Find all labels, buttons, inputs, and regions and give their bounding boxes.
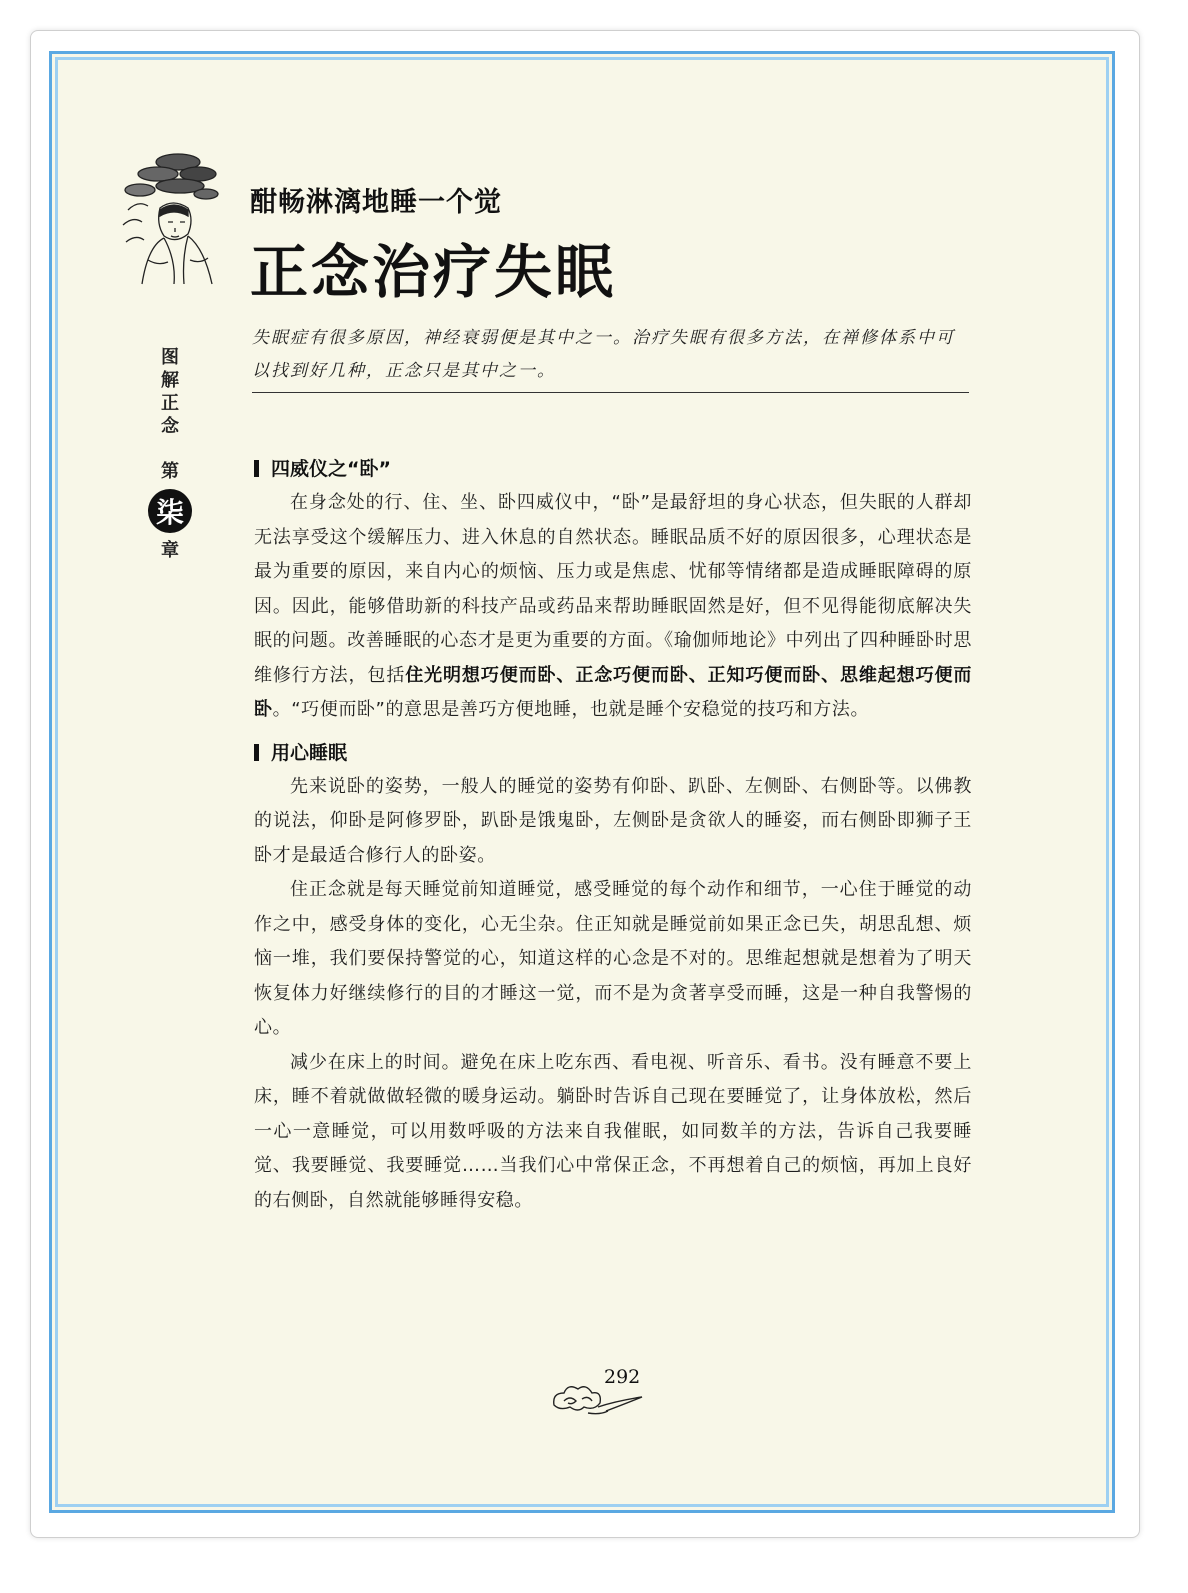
section-heading-text: 四威仪之“卧” [271, 458, 391, 480]
bold-text: 住光明想巧便而卧、正念巧便而卧、正知巧便而卧、思维起想巧便而卧 [254, 664, 972, 720]
article-body [254, 452, 972, 1218]
intro-divider [252, 392, 969, 393]
page-number: 292 [604, 1366, 641, 1388]
side-label-char: 解 [161, 370, 179, 391]
side-label-char: 念 [161, 416, 179, 437]
section-heading-text: 用心睡眠 [271, 741, 348, 764]
side-label-zhang: 章 [161, 540, 179, 561]
chapter-number-badge: 柒 [148, 489, 192, 533]
paragraph [254, 486, 972, 728]
section-heading [254, 452, 972, 486]
side-label-char: 正 [161, 393, 179, 414]
intro-summary: 失眠症有很多原因，神经衰弱便是其中之一。治疗失眠有很多方法，在禅修体系中可以找到好几种，正念只是其中之一。 [252, 328, 955, 381]
paragraph: 减少在床上的时间。避免在床上吃东西、看电视、听音乐、看书。没有睡意不要上床，睡不着就做做轻微的暖身运动。躺卧时告诉自己现在要睡觉了，让身体放松，然后一心一意睡觉，可以用数呼吸的方法来自我催眠，如同数羊的方法，告诉自己我要睡觉、我要睡觉、我要睡觉……当我们心中常保正念，不再想着自己的烦恼，再加上良好的右侧卧，自然就能够睡得安稳。 [254, 1051, 972, 1211]
side-chapter-label [155, 346, 185, 562]
monk-pine-illustration [118, 150, 223, 285]
paragraph-text: 。“巧便而卧”的意思是善巧方便地睡，也就是睡个安稳觉的技巧和方法。 [272, 699, 870, 720]
paragraph: 住正念就是每天睡觉前知道睡觉，感受睡觉的每个动作和细节，一心住于睡觉的动作之中，感受身体的变化，心无尘杂。住正知就是睡觉前如果正念已失，胡思乱想、烦恼一堆，我们要保持警觉的心，知道这样的心念是不对的。思维起想就是想着为了明天恢复体力好继续修行的目的才睡这一觉，而不是为贪著享受而睡，这是一种自我警惕的心。 [254, 879, 972, 1038]
section-heading [254, 736, 972, 770]
heading-marker [254, 460, 259, 477]
paragraph-text: 在身念处的行、住、坐、卧四威仪中，“卧”是最舒坦的身心状态，但失眠的人群却无法享受这个缓解压力、进入休息的自然状态。睡眠品质不好的原因很多，心理状态是最为重要的原因，来自内心的烦恼、压力或是焦虑、忧郁等情绪都是造成睡眠障碍的原因。因此，能够借助新的科技产品或药品来帮助睡眠固然是好，但不见得能彻底解决失眠的问题。改善睡眠的心态才是更为重要的方面。《瑜伽师地论》中列出了四种睡卧时思维修行方法，包括 [254, 492, 972, 686]
heading-marker [254, 744, 259, 761]
side-label-char: 图 [161, 347, 179, 368]
paragraph: 先来说卧的姿势，一般人的睡觉的姿势有仰卧、趴卧、左侧卧、右侧卧等。以佛教的说法，仰卧是阿修罗卧，趴卧是饿鬼卧，左侧卧是贪欲人的睡姿，而右侧卧即狮子王卧才是最适合修行人的卧姿。 [254, 775, 972, 866]
chapter-subtitle: 酣畅淋漓地睡一个觉 [250, 187, 502, 218]
side-label-di: 第 [161, 461, 179, 482]
chapter-title: 正念治疗失眠 [250, 238, 617, 306]
